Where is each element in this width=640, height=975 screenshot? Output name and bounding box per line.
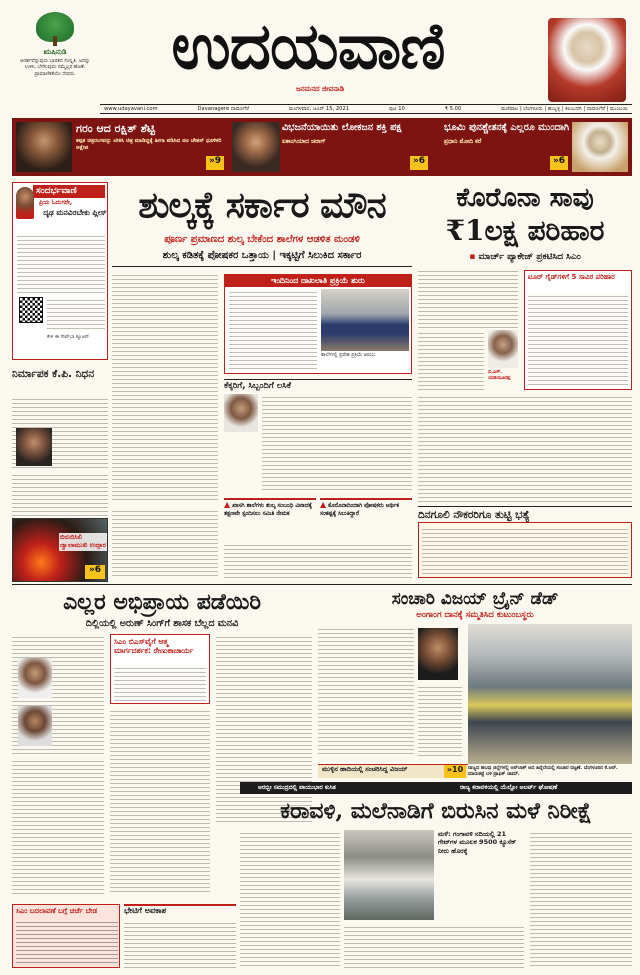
tagline: ಜನಮನದ ಜೀವನಾಡಿ bbox=[295, 85, 345, 93]
teaser-1[interactable] bbox=[76, 122, 226, 172]
covid-bottom-text bbox=[422, 526, 628, 576]
covid-text-2 bbox=[418, 330, 484, 390]
lead-text-col-1 bbox=[112, 272, 218, 502]
price: ₹ 5.00 bbox=[444, 106, 462, 112]
bellad-photo bbox=[18, 658, 52, 698]
teaser-1-sub: ಕಪ್ಪತ ಚಿತ್ರರಂಗವನ್ನು ಟೀಕಿಸಿ ಚಿತ್ರ ಮಾಡಿದ್ದಕ್ಕೆ ಹೀಗಾ ಪಡಿಸಿದ ನಟ ಚೇತನ್ ಧೂಳಿಕರಿ ಅಕ್ಷೇಪ bbox=[76, 137, 222, 151]
visit-box-text bbox=[124, 920, 236, 968]
cm-caption: ಬಿ.ಎಸ್. ಯಡಿಯೂರಪ್ಪ bbox=[488, 370, 511, 381]
website[interactable]: www.udayavani.com bbox=[104, 106, 158, 112]
teaser-2-sub: ಏಕಾಂಗಿಯಾದ ಚಿರಾಗ್ bbox=[282, 138, 326, 146]
teaser-3-sub: ಪ್ರಧಾನಿ ಮೋದಿ ಕರೆ bbox=[444, 138, 482, 146]
sandarbha-head: ದೃಢ ಮನವಿರಬೇಕು ಪ್ಲೀಸ್ bbox=[43, 208, 107, 217]
lead-deck-2: ಶುಲ್ಕ ಕಡಿತಕ್ಕೆ ಪೋಷಕರ ಒತ್ತಾಯ | ಇಕ್ಕಟ್ಟಿಗೆ ಸಿಲುಕಿದ ಸರ್ಕಾರ bbox=[162, 250, 362, 261]
covid-text-1 bbox=[418, 268, 518, 328]
sandarbha-text-2 bbox=[47, 297, 105, 331]
covid-headline-2[interactable]: ₹1ಲಕ್ಷ ಪರಿಹಾರ bbox=[445, 214, 605, 247]
vijay-strip-page: »10 bbox=[444, 765, 466, 778]
lead-deck-1: ಪೂರ್ಣ ಪ್ರಮಾಣದ ಶುಲ್ಕ ಬೇಕೆಂದ ಶಾಲೆಗಳ ಆಡಳಿತ ಮಂಡಳಿ bbox=[164, 234, 360, 245]
obit-title: ನಿರ್ಮಾಪಕ ಕೆ.ಪಿ. ನಿಧನ bbox=[12, 368, 95, 380]
volcano-label: ಬಿರುಬಿಸಿಲಿ ಜ್ವಾಲಾಮುಖಿ ಉದ್ಗಾರ bbox=[60, 533, 106, 549]
covid-deck-text: ಮಾರ್ಚ್ ಪ್ಯಾಕೇಜ್ ಪ್ರಕಟಿಸಿದ ಸಿಎಂ bbox=[478, 252, 581, 262]
org-quote: ಆದರ್ಶವೆನ್ನುವುದು ಭಾರತದ ಸಂಸ್ಕೃತಿ. ಅದನ್ನು ಉಳಿಸಿ, ಬೆಳೆಸುವುದು ನಮ್ಮೆಲ್ಲರ ಹೊಣೆ. ಪ್ರಾಮಾಣಿಕತೆಯೇ ದೇವರು. bbox=[20, 58, 90, 77]
rain-headline[interactable]: ಕರಾವಳಿ, ಮಲೆನಾಡಿಗೆ ಬಿರುಸಿನ ಮಳೆ ನಿರೀಕ್ಷೆ bbox=[280, 798, 592, 824]
edition: Davanagere ದಾವಣಗೆರೆ bbox=[197, 106, 249, 112]
covid-headline-1[interactable]: ಕೊರೊನಾ ಸಾವು bbox=[456, 183, 594, 213]
cities: ಮಣಿಪಾಲ | ಬೆಂಗಳೂರು | ಹುಬ್ಬಳ್ಳಿ | ಕಲಬುರಗಿ | ದಾವಣಗೆರೆ | ಮುಂಬಯಿ bbox=[501, 106, 628, 112]
sandarbha-sub: ಪ್ರಿಯ ಓದುಗರೇ, bbox=[39, 199, 73, 206]
masthead bbox=[0, 0, 640, 122]
rain-photo-caption bbox=[438, 830, 524, 920]
quote-2-icon: ▲ bbox=[320, 500, 327, 509]
lead-quote-1-text: ಖಾಸಗಿ ಶಾಲೆಗಳು ಶುಲ್ಕ ಸಂಬಂಧಿ ವಿವಾದಕ್ಕೆ ತಕ್ಷಣವೇ ಸ್ಪಂದಿಸಲು ಸಮಿತಿ ನೇಮಕ bbox=[224, 503, 312, 518]
date-line bbox=[100, 104, 632, 114]
covid-story bbox=[418, 182, 632, 582]
lead-story bbox=[112, 182, 412, 582]
org-logo-label: ಋಷಿನುಡಿ bbox=[43, 48, 67, 56]
lead-sub-text bbox=[262, 394, 412, 492]
rain-text-2 bbox=[344, 924, 524, 968]
covid-text-3 bbox=[418, 394, 632, 502]
rain-text-3 bbox=[530, 830, 632, 968]
tree-icon bbox=[36, 12, 74, 42]
lead-inset-title: ಇಂದಿನಿಂದ ದಾಖಲಾತಿ ಪ್ರಕ್ರಿಯೆ ಶುರು bbox=[225, 275, 411, 287]
minister-photo bbox=[224, 394, 258, 432]
middle-left-text-2 bbox=[12, 758, 104, 894]
lead-sub-title: ಕೆಕ್ಕರಿಗೆ, ಸಿಬ್ಬಂದಿಗೆ ಲಸಿಕೆ bbox=[224, 379, 412, 392]
vijay-strip-text: ಮುಳ್ಳಿನ ಹಾದಿಯಲ್ಲಿ ಸಂಚರಿಸಿದ್ದ ವಿಜಯ್ bbox=[322, 765, 408, 773]
middle-left-box-text bbox=[114, 665, 206, 701]
pages: ಪುಟ 10 bbox=[388, 106, 405, 112]
rain-caption-text: ಮಳೆ: ಗಂಗಾವಳಿ ನದಿಯಲ್ಲಿ 21 ಗೇಟ್‌ಗಳ ಮೂಲಕ 9500 ಕ್ಯೂಸೆಕ್ ನೀರು ಹೊರಕ್ಕೆ bbox=[438, 830, 517, 855]
rain-text-1 bbox=[240, 830, 340, 968]
vijay-text-1 bbox=[318, 626, 414, 756]
middle-left-headline[interactable]: ಎಲ್ಲರ ಅಭಿಪ್ರಾಯ ಪಡೆಯಿರಿ bbox=[63, 589, 261, 615]
teaser-2-page: »6 bbox=[410, 156, 428, 170]
volcano-page: »6 bbox=[85, 565, 105, 579]
qr-code[interactable] bbox=[19, 297, 43, 323]
obit-text-2 bbox=[12, 472, 108, 516]
cm-photo bbox=[488, 330, 518, 368]
quote-1-icon: ▲ bbox=[224, 500, 231, 509]
teaser-1-headline: ಗರಂ ಆದ ರಕ್ಷಿತ್ ಶೆಟ್ಟಿ bbox=[76, 122, 156, 135]
teaser-photo-3 bbox=[572, 122, 628, 172]
covid-bottom-box bbox=[418, 522, 632, 578]
sandarbha-footer: ಕೇಳಿ ಈ ಸೇಟ್‌ಬಾ ಕ್ಯೂಆರ್ bbox=[47, 335, 90, 340]
covid-bottom-title[interactable]: ದಿನಗೂಲಿ ನೌಕರರಿಗೂ ತುಟ್ಟಿ ಭತ್ಯೆ bbox=[418, 506, 632, 522]
lead-rule bbox=[112, 266, 412, 267]
pink-box-title: ಸಿಎಂ ಬದಲಾವಣೆ ಬಗ್ಗೆ ಚರ್ಚೆ ಬೇಡ bbox=[16, 907, 98, 915]
teaser-2-headline: ವಿಭಜನೆಯಾಯಿತು ಲೋಕಜನ ಶಕ್ತಿ ಪಕ್ಷ bbox=[282, 122, 402, 133]
lead-headline[interactable]: ಶುಲ್ಕಕ್ಕೆ ಸರ್ಕಾರ ಮೌನ bbox=[138, 184, 386, 226]
sandarbha-avatar bbox=[16, 187, 34, 219]
lead-quote-1 bbox=[224, 498, 316, 538]
traffic-photo bbox=[468, 624, 632, 764]
visit-box-title: ಭೇಟಿಗೆ ಅವಕಾಶ bbox=[124, 906, 166, 915]
pink-box-text bbox=[16, 919, 118, 965]
teaser-3[interactable] bbox=[444, 122, 570, 172]
lead-quote-text bbox=[224, 542, 412, 578]
teaser-strip bbox=[12, 118, 632, 176]
sandarbha-title: ಸಂದರ್ಭವಾಣಿ bbox=[33, 185, 105, 198]
teaser-3-page: »6 bbox=[550, 156, 568, 170]
vijay-strip[interactable] bbox=[318, 764, 468, 778]
visit-box bbox=[124, 904, 236, 968]
vijay-text-2 bbox=[418, 684, 462, 756]
left-column bbox=[12, 182, 108, 582]
sandarbha-text bbox=[17, 233, 105, 295]
lead-text-col-2 bbox=[112, 508, 218, 578]
teaser-photo-2 bbox=[232, 122, 280, 172]
students-caption: ಶಾಲೆಗಳಲ್ಲಿ ಪ್ರವೇಶ ಪ್ರಕ್ರಿಯೆ ಆರಂಭ bbox=[321, 353, 375, 358]
modi-portrait bbox=[548, 18, 626, 102]
covid-side-box bbox=[524, 270, 632, 390]
middle-left-text-3 bbox=[110, 708, 210, 894]
obit-photo bbox=[16, 428, 52, 466]
middle-right bbox=[318, 588, 632, 778]
covid-deck: ▪ ಮಾರ್ಚ್ ಪ್ಯಾಕೇಜ್ ಪ್ರಕಟಿಸಿದ ಸಿಎಂ bbox=[469, 252, 581, 262]
lead-inset-text bbox=[229, 289, 317, 371]
logo-text: ಉದಯವಾಣಿ bbox=[171, 9, 445, 84]
kicker-left: ಅರಬ್ಬೀ ಸಮುದ್ರದಲ್ಲಿ ವಾಯುಭಾರ ಕುಸಿತ bbox=[258, 784, 336, 791]
vijay-headline[interactable]: ಸಂಚಾರಿ ವಿಜಯ್ ಬ್ರೈನ್ ಡೆಡ್ bbox=[391, 589, 559, 609]
vijay-deck: ಅಂಗಾಂಗ ದಾನಕ್ಕೆ ಸಮ್ಮತಿಸಿದ ಕುಟುಂಬಸ್ಥರು bbox=[416, 610, 534, 620]
lead-quote-2 bbox=[320, 498, 412, 538]
teaser-photo-1 bbox=[16, 122, 72, 172]
teaser-1-page: »9 bbox=[206, 156, 224, 170]
dam-photo bbox=[344, 830, 434, 920]
traffic-caption: ರಾಜ್ಯದ ಹಲವು ಜಿಲ್ಲೆಗಳಲ್ಲಿ ಅನ್‌ಲಾಕ್ ಆದ ಹಿನ್ನೆಲೆಯಲ್ಲಿ ಸಂಚಾರ ದಟ್ಟಣೆ. ಬೆಂಗಳೂರಿನ ಕೆ.ಆರ್. ಮಾರುಕಟ್ಟೆ ಬಳಿ ಟ್ರಾಫಿಕ್ ಜಾಮ್. bbox=[468, 766, 618, 778]
vijay-photo bbox=[418, 628, 458, 680]
org-logo bbox=[18, 12, 92, 100]
volcano-box[interactable] bbox=[12, 518, 108, 582]
arun-photo bbox=[18, 706, 52, 746]
rain-kickers bbox=[240, 782, 632, 794]
lead-quote-2-text: ಕೊರೊನಾದಿಂದಾಗಿ ಪೋಷಕರು ಆರ್ಥಿಕ ಸಂಕಷ್ಟಕ್ಕೆ ಸಿಲುಕಿದ್ದಾರೆ bbox=[320, 503, 399, 518]
date: ಮಂಗಳವಾರ, ಜೂನ್ 15, 2021 bbox=[288, 106, 350, 112]
covid-side-title: ಟೂರ್ ಗೈಡ್‌ಗಳಿಗೆ 5 ಸಾವಿರ ಪರಿಹಾರ bbox=[528, 273, 615, 281]
section-rule bbox=[12, 584, 632, 585]
middle-left-box bbox=[110, 634, 210, 704]
sandarbha-box bbox=[12, 182, 108, 360]
teaser-3-headline: ಭೂಮಿ ಪುನಶ್ಚೇತನಕ್ಕೆ ಎಲ್ಲರೂ ಮುಂದಾಗಿ bbox=[444, 122, 570, 133]
pink-box bbox=[12, 904, 120, 968]
students-photo bbox=[321, 289, 409, 351]
covid-side-text bbox=[528, 293, 628, 387]
middle-left-box-title: ಸಿಎಂ ಬಿಎಸ್‌ವೈಗೆ ಆತ್ಮ ಮಾರ್ಗದರ್ಶಕ: ರೇಣುಕಾಚಾರ್ಯ bbox=[114, 637, 194, 656]
kicker-right: ರಾಜ್ಯ ಕರಾವಳಿಯಲ್ಲಿ ಯೆಲ್ಲೋ ಅಲರ್ಟ್ ಘೋಷಣೆ bbox=[460, 784, 558, 791]
middle-left-deck: ದಿಲ್ಲಿಯಲ್ಲಿ ಅರುಣ್ ಸಿಂಗ್‌ಗೆ ಶಾಸಕ ಬೆಲ್ಲದ ಮನವಿ bbox=[85, 618, 239, 629]
teaser-2[interactable] bbox=[282, 122, 432, 172]
rain-story bbox=[240, 782, 632, 972]
lead-inset bbox=[224, 274, 412, 374]
